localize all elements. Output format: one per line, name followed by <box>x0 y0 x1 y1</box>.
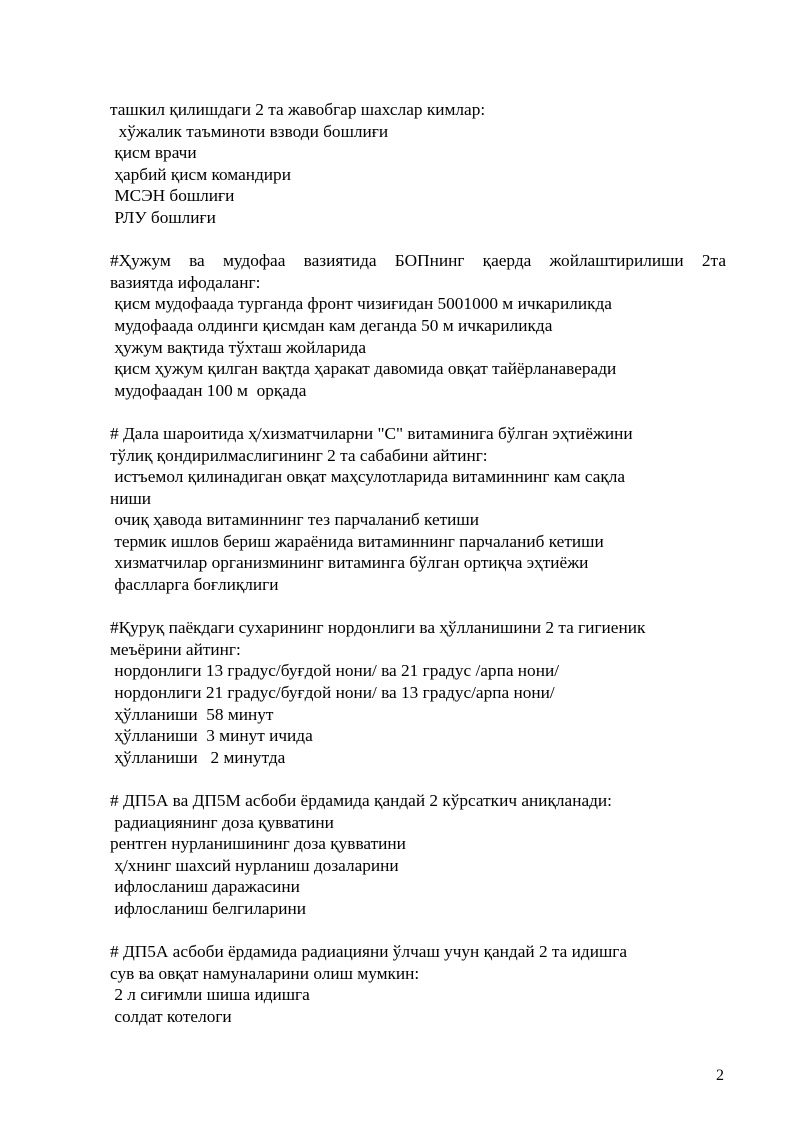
answer-option: радиациянинг доза қувватини <box>110 812 334 832</box>
answer-option: мудофаада олдинги қисмдан кам деганда 50 м ичкариликда <box>110 315 553 335</box>
question-text: #Ҳужум ва мудофаа вазиятида БОПнинг қаерда жойлаштирилиши 2та <box>110 251 726 271</box>
answer-option: ҳ/хнинг шахсий нурланиш дозаларини <box>110 855 399 875</box>
question-text-continued: меъёрини айтинг: <box>110 639 241 659</box>
question-text: # ДП5А ва ДП5М асбоби ёрдамида қандай 2 кўрсаткич аниқланади: <box>110 791 612 810</box>
question-text: ташкил қилишдаги 2 та жавобгар шахслар кимлар: <box>110 100 486 119</box>
question-block-bop-location <box>110 250 726 401</box>
paragraph-gap <box>110 920 726 942</box>
answer-option: қисм ҳужум қилган вақтда ҳаракат давомида овқат тайёрланаверади <box>110 359 617 379</box>
question-block-dp5-containers <box>110 941 726 1027</box>
answer-option: ҳарбий қисм командири <box>110 164 291 184</box>
answer-option: МСЭН бошлиғи <box>110 186 235 206</box>
answer-option: ҳўлланиши 3 минут ичида <box>110 726 313 746</box>
answer-option: фаслларга боғлиқлиги <box>110 575 279 595</box>
answer-option: истъемол қилинадиган овқат маҳсулотларида витаминнинг кам сақла <box>110 467 626 487</box>
answer-option: очиқ ҳавода витаминнинг тез парчаланиб кетиши <box>110 510 479 530</box>
answer-option: 2 л сиғимли шиша идишга <box>110 985 310 1005</box>
answer-option: нордонлиги 21 градус/буғдой нони/ ва 13 градус/арпа нони/ <box>110 683 555 703</box>
paragraph-gap <box>110 229 726 251</box>
question-block-dry-ration <box>110 617 726 768</box>
page-number: 2 <box>716 1067 724 1084</box>
answer-option: термик ишлов бериш жараёнида витаминнинг парчаланиб кетиши <box>110 531 604 551</box>
answer-option: рентген нурланишининг доза қувватини <box>110 834 406 854</box>
question-text-continued: сув ва овқат намуналарини олиш мумкин: <box>110 963 420 983</box>
question-block-responsible-persons <box>110 99 726 229</box>
answer-option: мудофаадан 100 м орқада <box>110 380 307 400</box>
answer-option-continued: ниши <box>110 488 152 508</box>
question-text: #Қуруқ паёкдаги сухарининг нордонлиги ва ҳўлланишини 2 та гигиеник <box>110 618 646 638</box>
answer-option: солдат котелоги <box>110 1006 232 1026</box>
question-block-dp5-indicators <box>110 790 726 920</box>
question-text: # Дала шароитида ҳ/хизматчиларни "С" витаминига бўлган эҳтиёжини <box>110 423 633 443</box>
answer-option: ифлосланиш даражасини <box>110 877 300 897</box>
answer-option: қисм мудофаада турганда фронт чизиғидан 5001000 м ичкариликда <box>110 294 612 314</box>
answer-option: хўжалик таъминоти взводи бошлиғи <box>110 121 389 141</box>
document-body <box>110 99 726 1028</box>
question-block-vitamin-c <box>110 423 726 596</box>
answer-option: ҳўлланиши 58 минут <box>110 704 274 724</box>
answer-option: ҳўлланиши 2 минутда <box>110 747 286 767</box>
answer-option: нордонлиги 13 градус/буғдой нони/ ва 21 градус /арпа нони/ <box>110 661 559 681</box>
answer-option: ҳужум вақтида тўхташ жойларида <box>110 337 367 357</box>
question-text-continued: вазиятда ифодаланг: <box>110 272 261 292</box>
paragraph-gap <box>110 596 726 618</box>
paragraph-gap <box>110 768 726 790</box>
question-text-continued: тўлиқ қондирилмаслигининг 2 та сабабини айтинг: <box>110 445 488 465</box>
answer-option: ифлосланиш белгиларини <box>110 898 306 918</box>
answer-option: қисм врачи <box>110 143 197 163</box>
question-text: # ДП5А асбоби ёрдамида радиацияни ўлчаш учун қандай 2 та идишга <box>110 942 628 962</box>
paragraph-gap <box>110 401 726 423</box>
answer-option: хизматчилар организмининг витаминга бўлган ортиқча эҳтиёжи <box>110 553 589 573</box>
answer-option: РЛУ бошлиғи <box>110 207 216 227</box>
